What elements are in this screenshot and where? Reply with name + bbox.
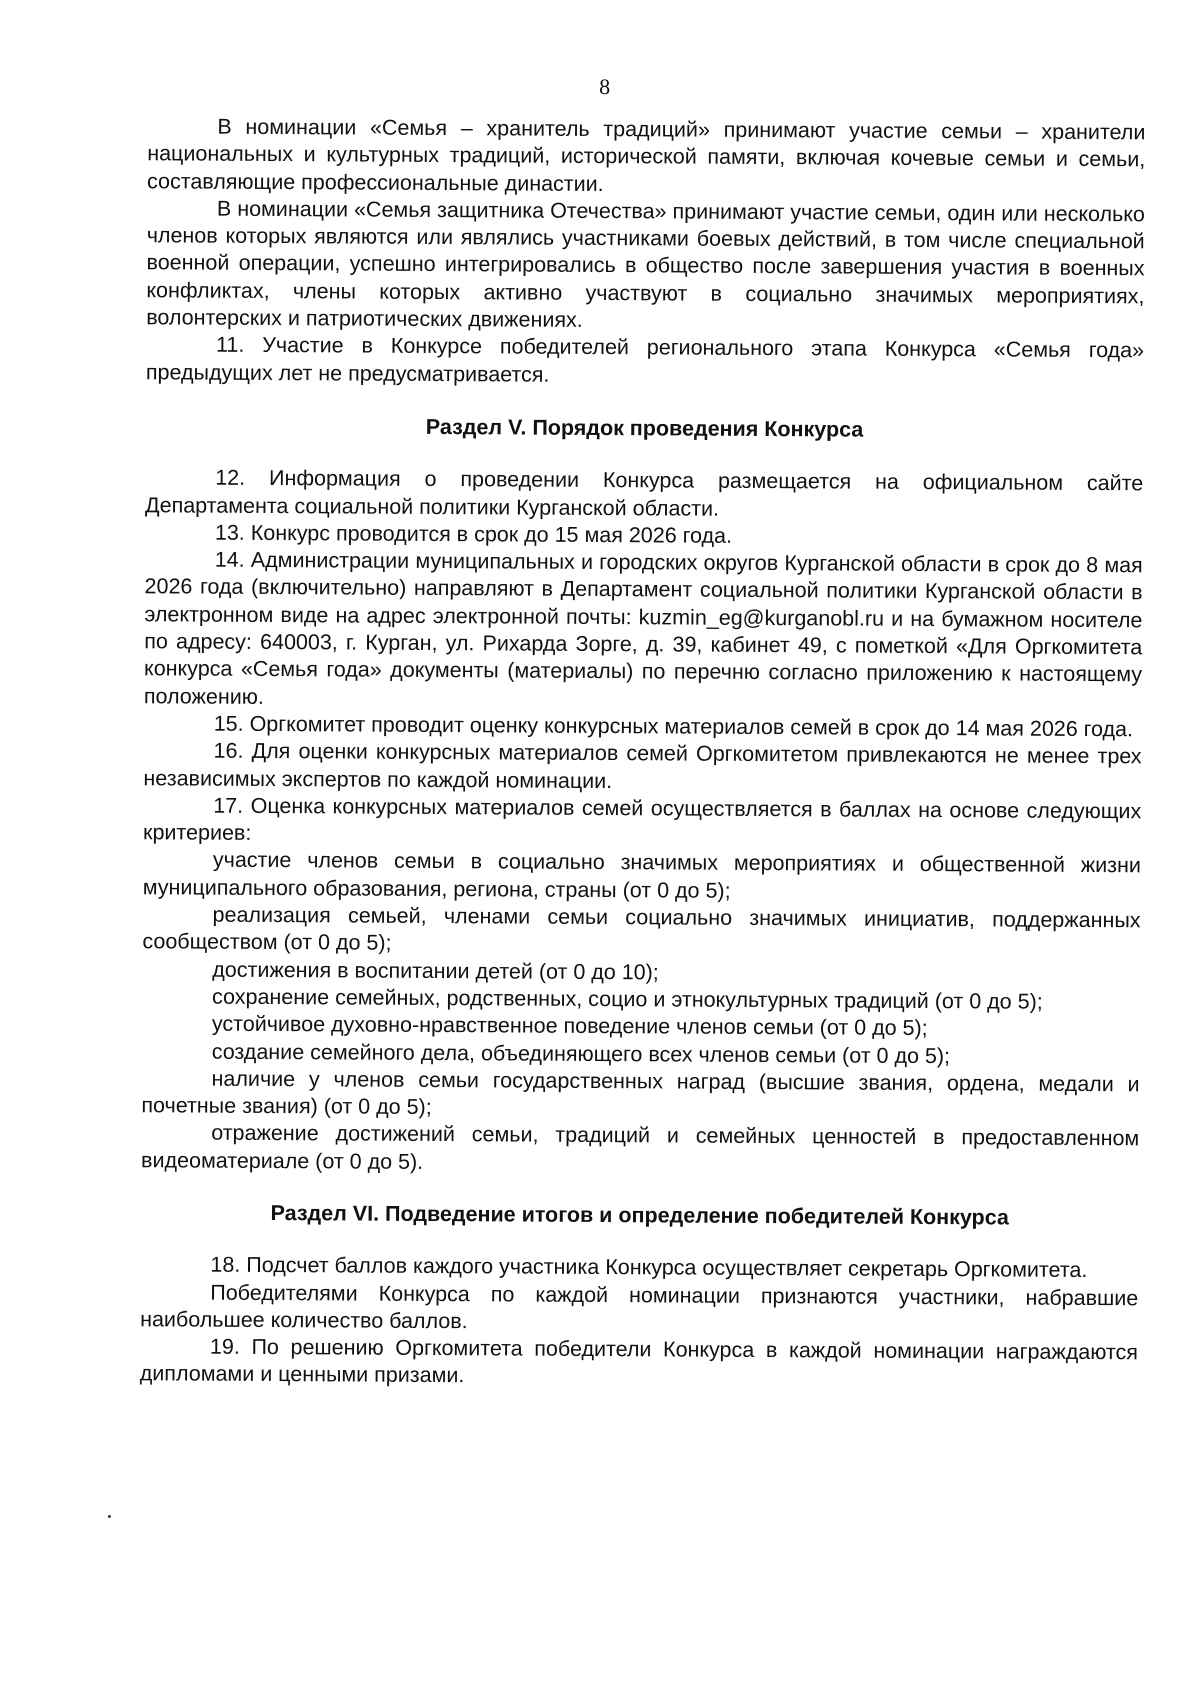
paragraph-19: 19. По решению Оргкомитета победители Конкурса в каждой номинации награждаются дипломами и ценными призами. — [139, 1334, 1139, 1388]
paragraph-17: 17. Оценка конкурсных материалов семей осуществляется в баллах на основе следующих критериев: — [143, 793, 1142, 845]
criterion-traditions: сохранение семейных, родственных, социо и этнокультурных традиций (от 0 до 5); — [212, 984, 1043, 1014]
paragraph-nomination-traditions: В номинации «Семья – хранитель традиций» принимают участие семьи – хранители национальных и культурных традиций, исторической памяти, включая кочевые семьи и семьи, составляющие профессиональные династии. — [147, 114, 1146, 196]
paragraph-15: 15. Оргкомитет проводит оценку конкурсных материалов семей в срок до 14 мая 2026 года. — [213, 711, 1134, 742]
scan-speck — [108, 1515, 111, 1518]
criterion-moral-behavior: устойчивое духовно-нравственное поведение членов семьи (от 0 до 5); — [211, 1011, 928, 1041]
paragraph-12: 12. Информация о проведении Конкурса размещается на официальном сайте Департамента социальной политики Курганской области. — [145, 465, 1144, 521]
section-heading-6: Раздел VI. Подведение итогов и определение победителей Конкурса — [270, 1200, 1009, 1230]
paragraph-16: 16. Для оценки конкурсных материалов семей Оргкомитетом привлекаются не менее трех независимых экспертов по каждой номинации. — [143, 738, 1142, 793]
paragraph-18: 18. Подсчет баллов каждого участника Конкурса осуществляет секретарь Оргкомитета. — [210, 1252, 1088, 1283]
document-body — [140, 113, 1146, 1394]
criterion-social-participation: участие членов семьи в социально значимых мероприятиях и общественной жизни муниципального образования, региона, страны (от 0 до 5); — [142, 848, 1141, 903]
page-number: 8 — [599, 73, 611, 100]
criterion-video: отражение достижений семьи, традиций и семейных ценностей в предоставленном видеоматериале (от 0 до 5). — [141, 1121, 1140, 1174]
paragraph-11: 11. Участие в Конкурсе победителей регионального этапа Конкурса «Семья года» предыдущих лет не предусматривается. — [145, 333, 1145, 387]
paragraph-14: 14. Администрации муниципальных и городских округов Курганской области в срок до 8 мая 2026 года (включительно) направляют в Департамент социальной политики Курганской области в электронном виде на адрес электронной почты: kuzmin_eg@kurganobl.ru и на бумажном носителе по адресу: 640003, г. Курган, ул. Рихарда Зорге, д. 39, кабинет 49, с пометкой «Для Оргкомитета конкурса «Семья года» документы (материалы) по перечню согласно приложению к настоящему положению. — [143, 547, 1143, 709]
criterion-initiatives: реализация семьей, членами семьи социально значимых инициатив, поддержанных сообществом (от 0 до 5); — [142, 902, 1141, 956]
section-heading-5: Раздел V. Порядок проведения Конкурса — [425, 414, 864, 442]
criterion-state-awards: наличие у членов семьи государственных наград (высшие звания, ордена, медали и почетные звания) (от 0 до 5); — [141, 1066, 1140, 1120]
criterion-family-business: создание семейного дела, объединяющего всех членов семьи (от 0 до 5); — [211, 1039, 951, 1068]
paragraph-nomination-defender: В номинации «Семья защитника Отечества» принимают участие семьи, один или несколько членов которых являются или являлись участниками боевых действий, в том числе специальной военной операции, успешно интегрировались в общество после завершения участия в военных конфликтах, члены которых активно участвуют в социально значимых мероприятиях, волонтерских и патриотических движениях. — [146, 196, 1145, 332]
paragraph-winners: Победителями Конкурса по каждой номинации признаются участники, набравшие наибольшее количество баллов. — [140, 1280, 1139, 1334]
paragraph-13: 13. Конкурс проводится в срок до 15 мая 2026 года. — [214, 520, 733, 548]
criterion-upbringing: достижения в воспитании детей (от 0 до 10); — [212, 957, 659, 984]
